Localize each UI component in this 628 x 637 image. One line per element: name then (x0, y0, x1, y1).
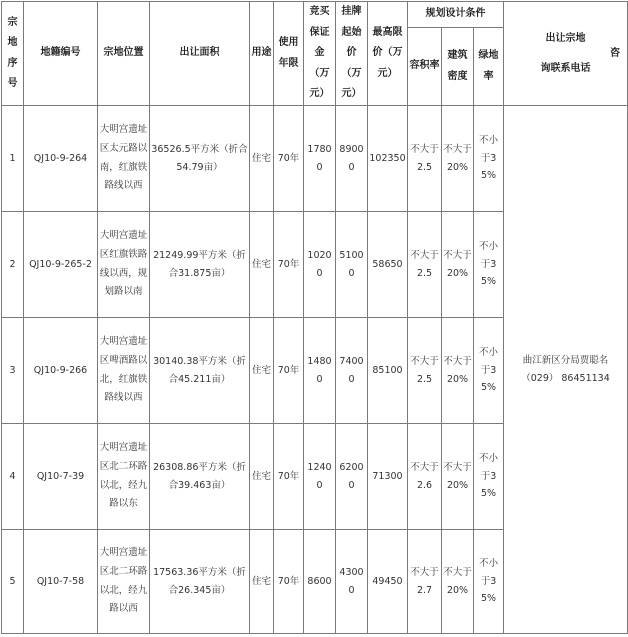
cell-use: 住宅 (250, 318, 274, 424)
cell-deposit: 17800 (304, 106, 336, 212)
cell-use: 住宅 (250, 106, 274, 212)
cell-deposit: 12400 (304, 424, 336, 530)
cell-area: 26308.86平方米（折合39.463亩） (150, 424, 250, 530)
cell-area: 30140.38平方米（折合45.211亩） (150, 318, 250, 424)
cell-plot-ratio: 不大于2.6 (408, 424, 442, 530)
cell-area: 17563.36平方米（折合26.345亩） (150, 530, 250, 634)
cell-start-price: 43000 (336, 530, 368, 634)
cell-use: 住宅 (250, 424, 274, 530)
cell-max-price: 102350 (368, 106, 408, 212)
cell-building-density: 不大于20% (442, 530, 474, 634)
cell-seq: 4 (2, 424, 24, 530)
header-green-rate: 绿地率 (474, 28, 504, 106)
cell-code: QJ10-7-58 (24, 530, 98, 634)
header-code: 地籍编号 (24, 2, 98, 106)
header-term: 使用年限 (274, 2, 304, 106)
cell-green-rate: 不小于35% (474, 318, 504, 424)
cell-plot-ratio: 不大于2.7 (408, 530, 442, 634)
cell-max-price: 58650 (368, 212, 408, 318)
cell-plot-ratio: 不大于2.5 (408, 212, 442, 318)
cell-max-price: 85100 (368, 318, 408, 424)
cell-term: 70年 (274, 212, 304, 318)
cell-building-density: 不大于20% (442, 106, 474, 212)
header-contact-line2: 咨 (610, 48, 620, 59)
header-plot-ratio: 容积率 (408, 28, 442, 106)
cell-term: 70年 (274, 106, 304, 212)
cell-deposit: 10200 (304, 212, 336, 318)
header-contact (504, 2, 628, 106)
cell-term: 70年 (274, 424, 304, 530)
header-use: 用途 (250, 2, 274, 106)
cell-building-density: 不大于20% (442, 318, 474, 424)
cell-start-price: 62000 (336, 424, 368, 530)
contact-name: 曲江新区分局贾聪名 (522, 354, 609, 366)
cell-green-rate: 不小于35% (474, 424, 504, 530)
header-location: 宗地位置 (98, 2, 150, 106)
cell-seq: 3 (2, 318, 24, 424)
cell-code: QJ10-9-264 (24, 106, 98, 212)
cell-start-price: 89000 (336, 106, 368, 212)
cell-use: 住宅 (250, 530, 274, 634)
cell-plot-ratio: 不大于2.5 (408, 106, 442, 212)
cell-location: 大明宫遗址区太元路以南，红旗铁路线以西 (98, 106, 150, 212)
cell-code: QJ10-9-266 (24, 318, 98, 424)
cell-contact (504, 106, 628, 634)
cell-location: 大明宫遗址区北二环路以北，经九路以西 (98, 530, 150, 634)
cell-seq: 2 (2, 212, 24, 318)
cell-building-density: 不大于20% (442, 212, 474, 318)
cell-seq: 5 (2, 530, 24, 634)
cell-location: 大明宫遗址区红旗铁路线以西，规划路以南 (98, 212, 150, 318)
cell-green-rate: 不小于35% (474, 106, 504, 212)
header-contact-line1: 出让宗地 (545, 33, 586, 44)
cell-area: 21249.99平方米（折合31.875亩） (150, 212, 250, 318)
header-max-price: 最高限价（万元） (368, 2, 408, 106)
cell-area: 36526.5平方米（折合54.79亩） (150, 106, 250, 212)
cell-plot-ratio: 不大于2.5 (408, 318, 442, 424)
cell-green-rate: 不小于35% (474, 212, 504, 318)
cell-use: 住宅 (250, 212, 274, 318)
cell-max-price: 71300 (368, 424, 408, 530)
cell-deposit: 8600 (304, 530, 336, 634)
contact-phone: （029） 86451134 (521, 372, 610, 384)
cell-building-density: 不大于20% (442, 424, 474, 530)
cell-deposit: 14800 (304, 318, 336, 424)
cell-code: QJ10-7-39 (24, 424, 98, 530)
cell-start-price: 74000 (336, 318, 368, 424)
header-seq: 宗地序号 (2, 2, 24, 106)
cell-green-rate: 不小于35% (474, 530, 504, 634)
header-start-price: 挂牌起始价（万元） (336, 2, 368, 106)
cell-start-price: 51000 (336, 212, 368, 318)
header-deposit: 竞买保证金（万元） (304, 2, 336, 106)
header-building-density: 建筑密度 (442, 28, 474, 106)
cell-term: 70年 (274, 530, 304, 634)
cell-max-price: 49450 (368, 530, 408, 634)
cell-location: 大明宫遗址区啤酒路以北，红旗铁路线以西 (98, 318, 150, 424)
header-contact-line3: 询联系电话 (540, 63, 591, 74)
cell-term: 70年 (274, 318, 304, 424)
header-planning: 规划设计条件 (408, 2, 504, 28)
table-row (2, 106, 628, 212)
land-listing-table (1, 1, 628, 634)
cell-seq: 1 (2, 106, 24, 212)
cell-location: 大明宫遗址区北二环路以北，经九路以东 (98, 424, 150, 530)
cell-code: QJ10-9-265-2 (24, 212, 98, 318)
header-area: 出让面积 (150, 2, 250, 106)
